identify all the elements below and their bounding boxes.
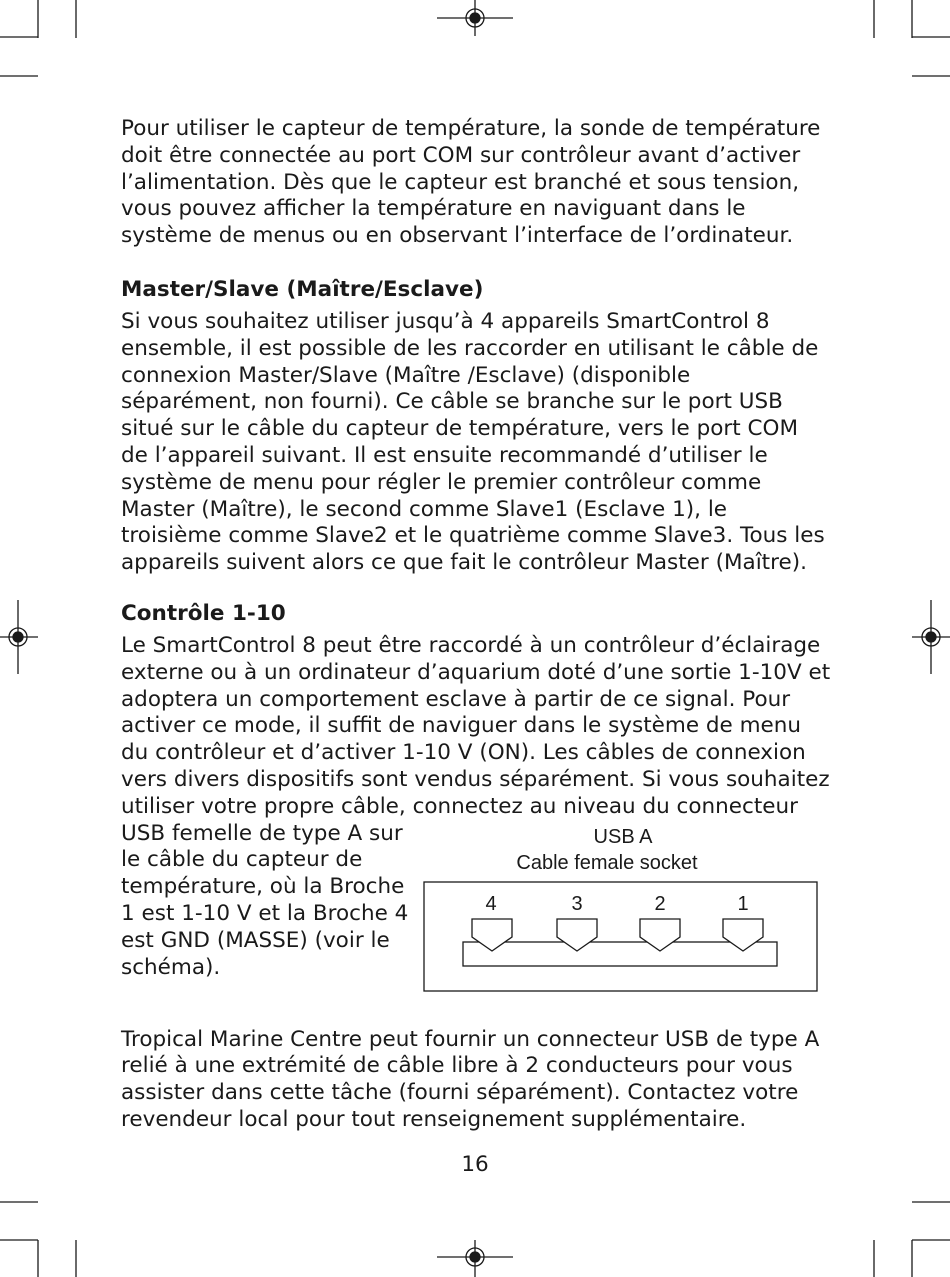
diagram-title: USB A xyxy=(593,825,653,848)
page-number: 16 xyxy=(461,1152,489,1177)
usb-section xyxy=(121,821,831,1006)
control-paragraph: Le SmartControl 8 peut être raccordé à un contrôleur d’éclairage externe ou à un ordinateur d’aquarium doté d’une sortie 1-10V et adoptera un comportement esclave à partir de ce signal. Pour activer ce mode, il suffit de naviguer dans le système de menu du contrôleur et d’activer 1-10 V (ON). Les câbles de connexion vers divers dispositifs sont vendus séparément. Si vous souhaitez utiliser votre propre câble, connectez au niveau du connecteur xyxy=(121,632,831,819)
registration-mark-right xyxy=(912,600,950,674)
registration-mark-left xyxy=(0,600,38,674)
socket-body xyxy=(463,942,777,966)
registration-mark-bottom xyxy=(437,1240,513,1277)
pin-label: 1 xyxy=(737,892,749,915)
closing-paragraph: Tropical Marine Centre peut fournir un connecteur USB de type A relié à une extrémité de câble libre à 2 conducteurs pour vous assister dans cette tâche (fourni séparément). Contactez votre revendeur local pour tout renseignement supplémentaire. xyxy=(121,1026,820,1132)
pin-label: 4 xyxy=(485,892,497,915)
pin-label: 3 xyxy=(571,892,583,915)
usb-socket-diagram xyxy=(423,825,819,995)
page-content xyxy=(121,116,831,1134)
diagram-subtitle: Cable female socket xyxy=(516,851,698,874)
pin-label: 2 xyxy=(654,892,666,915)
master-slave-paragraph: Si vous souhaitez utiliser jusqu’à 4 appareils SmartControl 8 ensemble, il est possible de les raccorder en utilisant le câble de connexion Master/Slave (Maître /Esclave) (disponible séparément, non fourni). Ce câble se branche sur le port USB situé sur le câble du capteur de température, vers le port COM de l’appareil suivant. Il est ensuite recommandé d’utiliser le système de menu pour régler le premier contrôleur comme Master (Maître), le second comme Slave1 (Esclave 1), le troisième comme Slave2 et le quatrième comme Slave3. Tous les appareils suivent alors ce que fait le contrôleur Master (Maître). xyxy=(121,308,825,576)
registration-mark-top xyxy=(437,0,513,36)
master-slave-heading: Master/Slave (Maître/Esclave) xyxy=(121,276,484,302)
pin-1-contact xyxy=(723,919,763,951)
pin-4-contact xyxy=(472,919,512,951)
pin-3-contact xyxy=(557,919,597,951)
usb-wrap-paragraph: USB femelle de type A sur le câble du capteur de température, où la Broche 1 est 1-10 V et la Broche 4 est GND (MASSE) (voir le schéma). xyxy=(121,820,409,980)
pin-2-contact xyxy=(640,919,680,951)
control-heading: Contrôle 1-10 xyxy=(121,600,286,626)
intro-paragraph: Pour utiliser le capteur de température, la sonde de température doit être connectée au port COM sur contrôleur avant d’activer l’alimentation. Dès que le capteur est branché et sous tension, vous pouvez afficher la température en naviguant dans le système de menus ou en observant l’interface de l’ordinateur. xyxy=(121,116,821,249)
usb-socket-drawing xyxy=(423,881,819,993)
